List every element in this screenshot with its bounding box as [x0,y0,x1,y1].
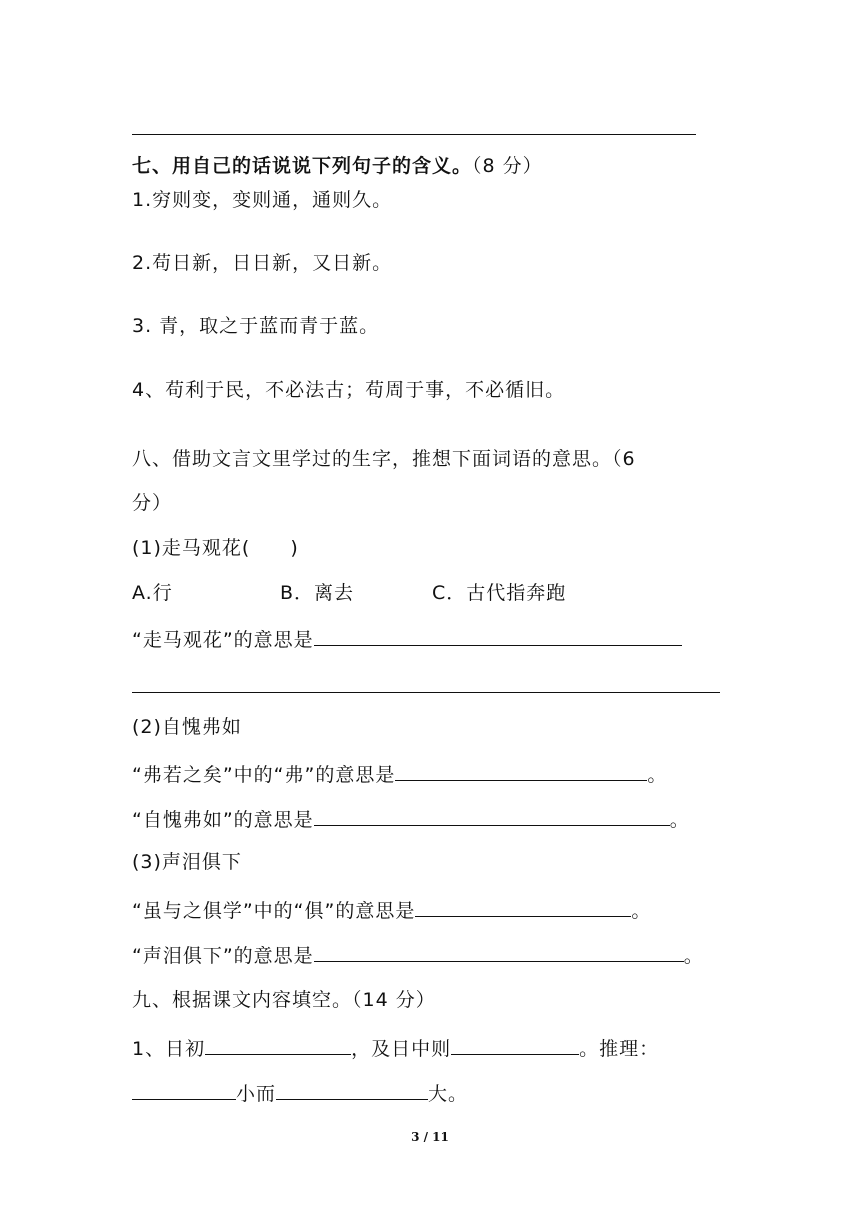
section-7-item-1: 1.穷则变，变则通，通则久。 [132,189,393,211]
end-mark: 。 [631,900,652,922]
page-number: 3 / 11 [411,1130,449,1144]
fill-text: ，及日中则 [351,1038,452,1060]
answer-blank[interactable] [314,805,670,826]
question-3-char-prompt: “虽与之俱学”中的“俱”的意思是 [132,900,416,922]
question-3-meaning-prompt: “声泪俱下”的意思是 [132,945,314,967]
fill-text: 。推理： [579,1038,660,1060]
question-2-title: (2)自愧弗如 [132,716,242,738]
answer-blank[interactable] [395,760,647,781]
section-8-heading-line-1: 八、借助文言文里学过的生字，推想下面词语的意思。（6 [132,448,636,470]
answer-line [132,692,720,693]
end-mark: 。 [683,945,704,967]
end-mark: 。 [669,809,690,831]
section-7-item-2: 2.苟日新，日日新，又日新。 [132,252,393,274]
answer-blank[interactable] [415,896,631,917]
section-7-title: 七、用自己的话说说下列句子的含义。 [132,155,473,177]
answer-blank[interactable] [451,1034,579,1055]
question-3-meaning [132,941,704,969]
answer-line [132,134,696,135]
fill-text: 大。 [428,1083,469,1105]
section-8-heading-line-2: 分） [132,492,173,514]
question-2-meaning-prompt: “自愧弗如”的意思是 [132,809,314,831]
section-9-heading: 九、根据课文内容填空。（14 分） [132,989,436,1011]
fill-text: 1、日初 [132,1038,206,1060]
answer-blank[interactable] [205,1034,351,1055]
answer-blank[interactable] [132,1079,236,1100]
question-1-meaning-prompt: “走马观花”的意思是 [132,629,314,651]
question-1-options [132,580,567,606]
section-7-item-4: 4、苟利于民，不必法古；苟周于事，不必循旧。 [132,379,566,401]
option-a: A.行 [132,582,173,604]
question-3-char [132,896,651,924]
option-b: B．离去 [280,582,355,604]
question-2-char-prompt: “弗若之矣”中的“弗”的意思是 [132,764,396,786]
answer-blank[interactable] [314,625,682,646]
answer-blank[interactable] [314,941,684,962]
section-9-item-1 [132,1034,659,1062]
question-2-meaning [132,805,690,833]
fill-text: 小而 [236,1083,277,1105]
question-1-meaning [132,625,682,653]
section-7-item-3: 3. 青，取之于蓝而青于蓝。 [132,315,380,337]
option-c: C．古代指奔跑 [432,582,567,604]
end-mark: 。 [647,764,668,786]
question-1-title: (1)走马观花( ) [132,537,299,559]
answer-blank[interactable] [276,1079,428,1100]
section-7-score: （8 分） [472,155,543,177]
question-2-char [132,760,667,788]
question-3-title: (3)声泪俱下 [132,851,242,873]
section-7-heading [132,153,543,179]
section-9-item-1-continued [132,1079,468,1107]
